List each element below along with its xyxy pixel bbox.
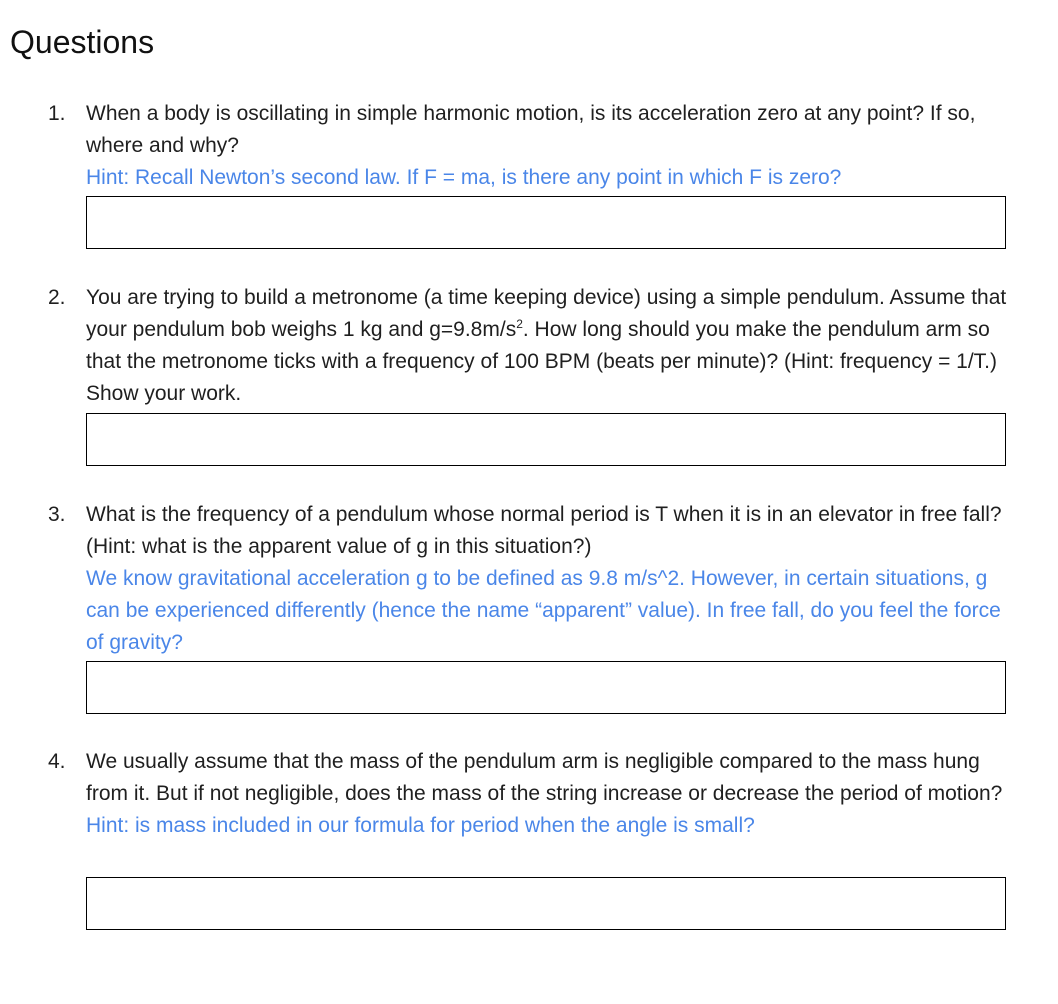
question-hint: Hint: Recall Newton’s second law. If F = ma, is there any point in which F is zero? bbox=[86, 166, 842, 189]
question-body bbox=[86, 282, 1011, 410]
question-hint: Hint: is mass included in our formula for period when the angle is small? bbox=[86, 814, 755, 837]
question-text bbox=[86, 282, 1011, 410]
answer-box-4[interactable] bbox=[86, 877, 1006, 930]
question-hint: We know gravitational acceleration g to be defined as 9.8 m/s^2. However, in certain situations, g can be experienced differently (hence the name “apparent” value). In free fall, do you feel the force of gravity? bbox=[86, 567, 1001, 654]
question-number: 1. bbox=[48, 102, 66, 125]
question-text: What is the frequency of a pendulum whose normal period is T when it is in an elevator in free fall? (Hint: what is the apparent value of g in this situation?) bbox=[86, 503, 1002, 558]
question-text-part-2: . How long should you make the pendulum arm so that the metronome ticks with a frequency of 100 BPM (beats per minute)? (Hint: frequency = 1/T.) Show your work. bbox=[86, 318, 998, 405]
question-body bbox=[86, 499, 1011, 659]
question-number: 4. bbox=[48, 750, 66, 773]
page-title: Questions bbox=[10, 24, 155, 60]
question-body bbox=[86, 746, 1011, 842]
question-text-part-1: You are trying to build a metronome (a time keeping device) using a simple pendulum. Assume that your pendulum bob weighs 1 kg and g=9.8m/s bbox=[86, 286, 1007, 341]
answer-box-3[interactable] bbox=[86, 661, 1006, 714]
question-number: 3. bbox=[48, 503, 66, 526]
answer-box-2[interactable] bbox=[86, 413, 1006, 466]
question-number: 2. bbox=[48, 286, 66, 309]
superscript-exponent: 2 bbox=[516, 317, 523, 331]
answer-box-1[interactable] bbox=[86, 196, 1006, 249]
question-text: We usually assume that the mass of the pendulum arm is negligible compared to the mass hung from it. But if not negligible, does the mass of the string increase or decrease the period of motion? bbox=[86, 750, 1003, 805]
question-body bbox=[86, 98, 1011, 194]
question-text: When a body is oscillating in simple harmonic motion, is its acceleration zero at any point? If so, where and why? bbox=[86, 102, 976, 157]
